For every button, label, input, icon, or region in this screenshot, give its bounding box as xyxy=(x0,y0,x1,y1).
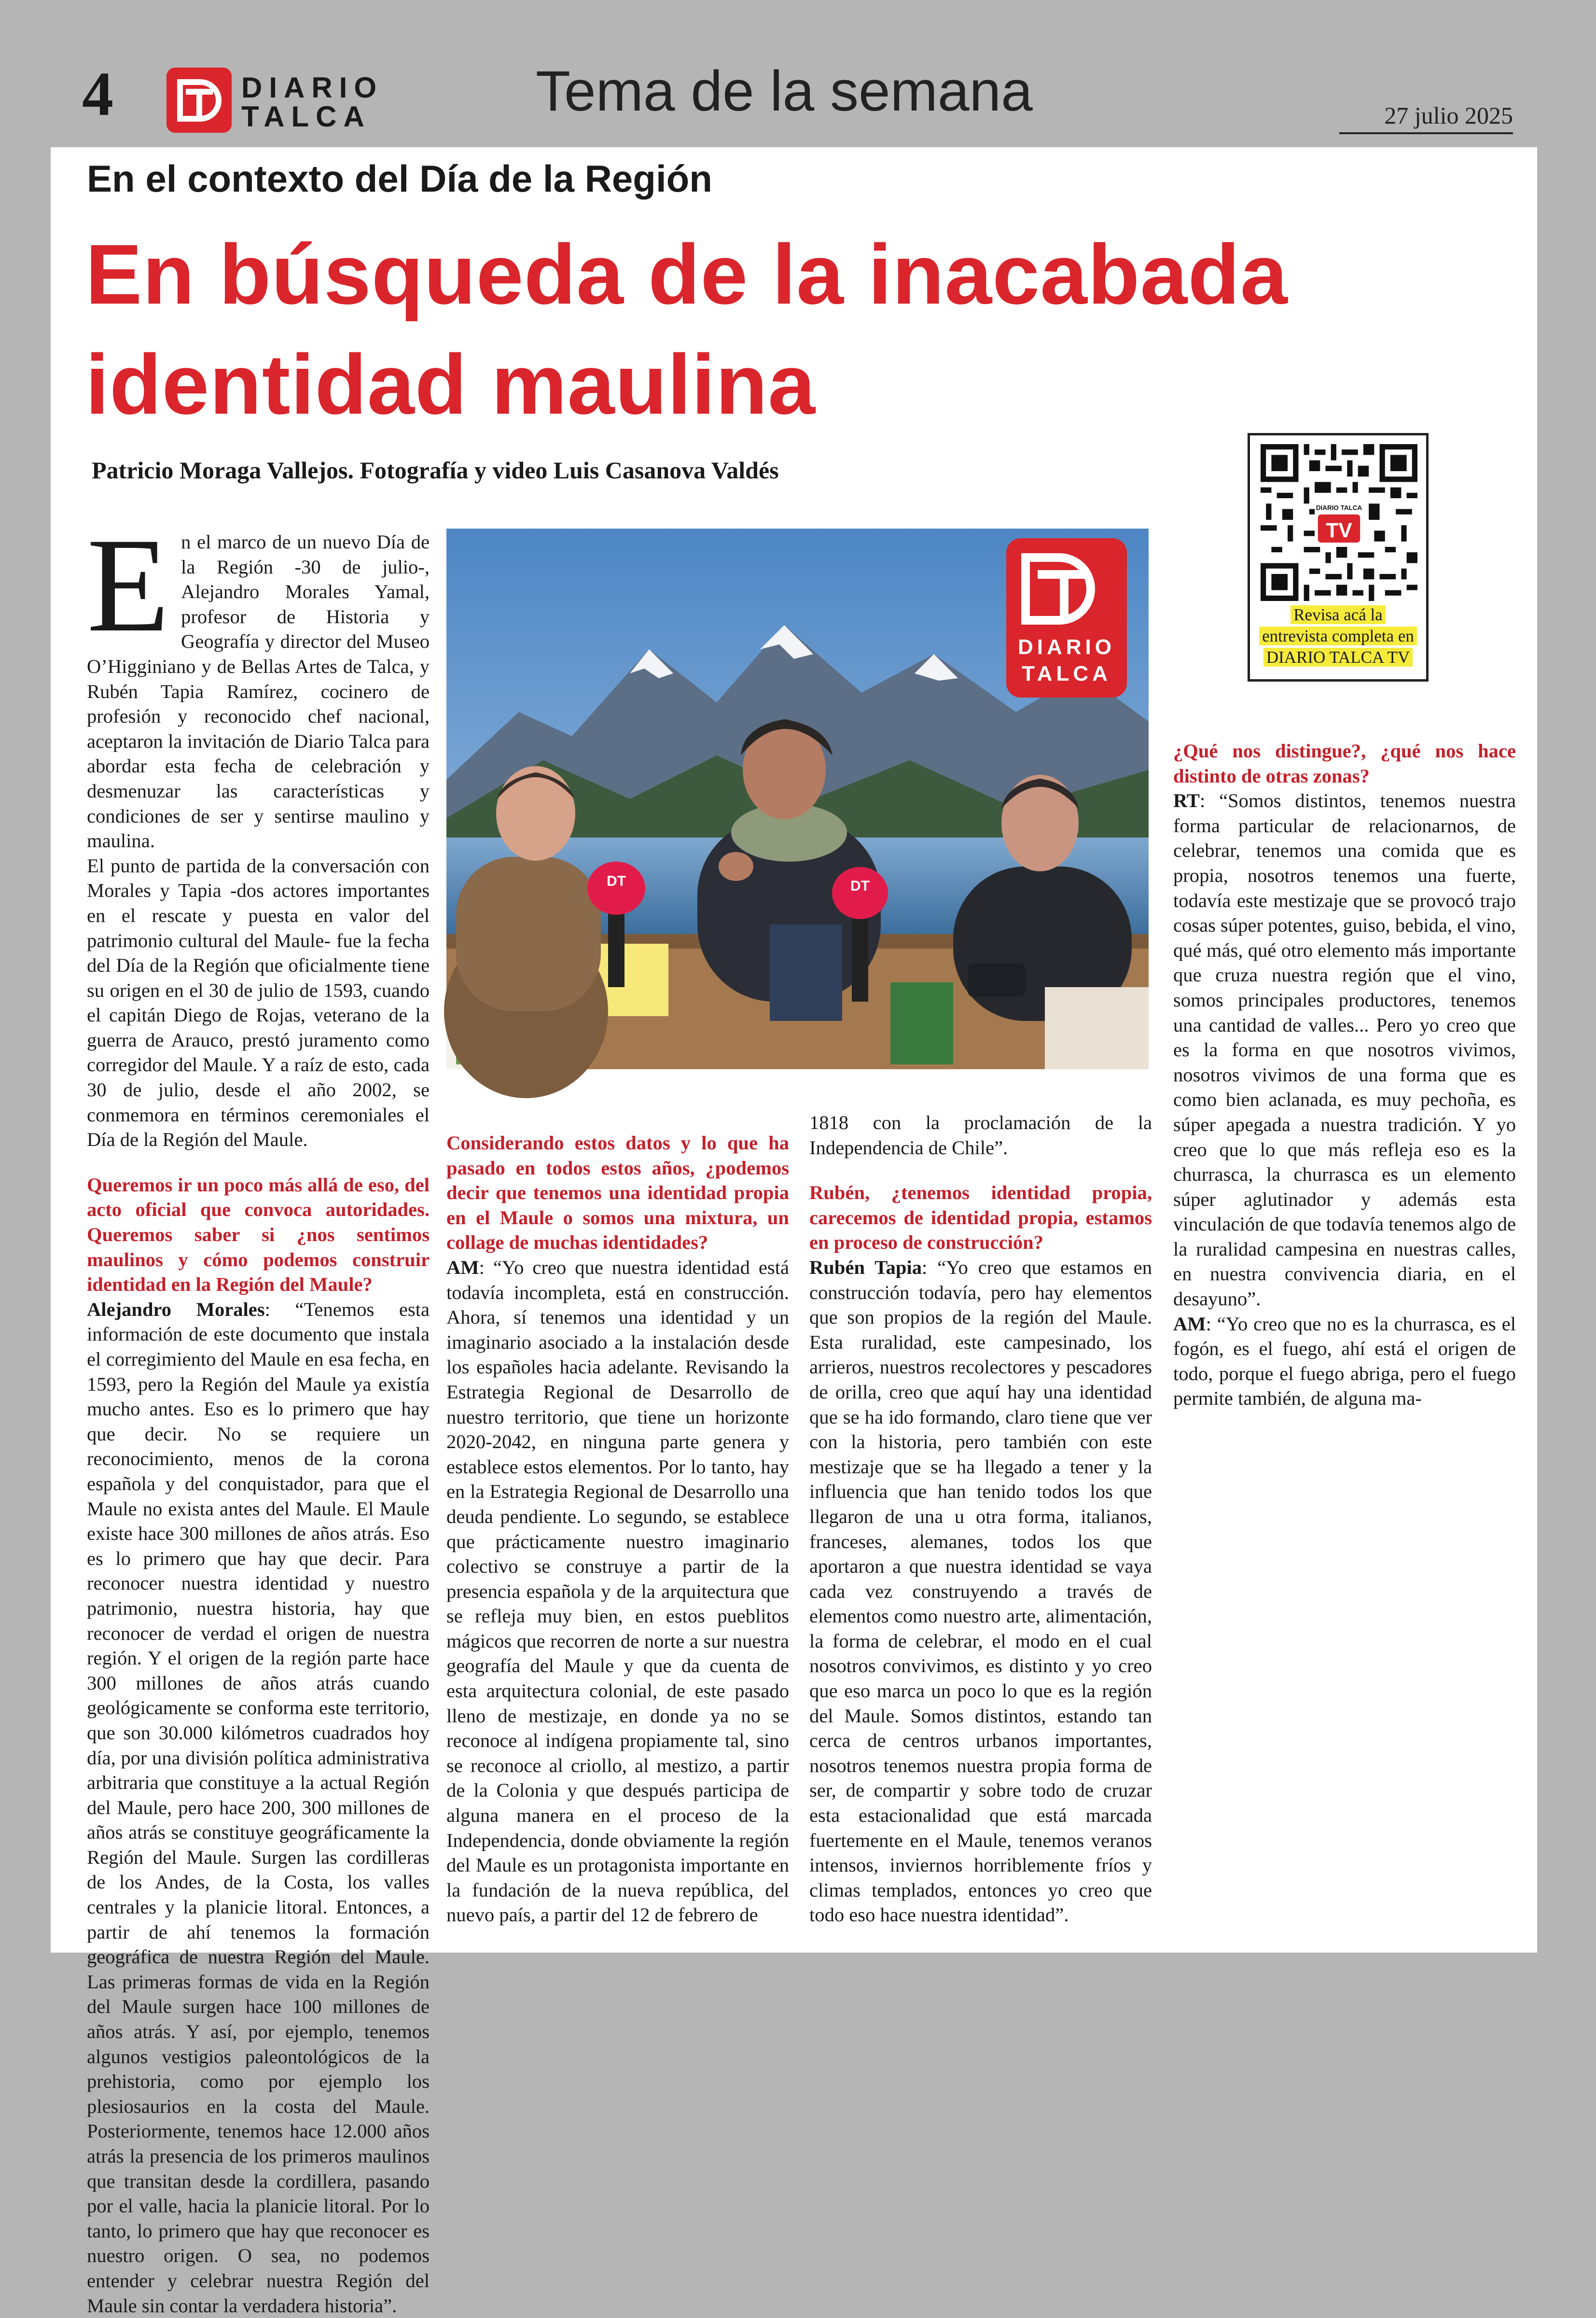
question-2-text: Considerando estos datos y lo que ha pasado en todos estos años, ¿podemos decir que tenemos una identidad propia en el Maule o somos una mixtura, un collage de muchas identidades? xyxy=(446,1132,789,1254)
answer-2-text: : “Yo creo que nuestra identidad está todavía incompleta, está en construcción. Ahora, sí tenemos una identidad y un imaginario asociado a la instalación desde los españoles hacia adelante. Revisando la Estrategia Regional de Desarrollo de nuestro territorio, que tiene un horizonte 2020-2042, en ninguna parte genera y establece estos elementos. Por lo tanto, hay en la Estrategia Regional de Desarrollo una deuda pendiente. Lo segundo, se establece que prácticamente nuestro imaginario colectivo se construye a partir de la presencia española y de la arquitectura que se refleja muy bien, en estos pueblitos mágicos que recorren de norte a sur nuestra geografía del Maule y que da cuenta de esta arquitectura colonial, de este pasado lleno de mestizaje, en donde ya no se reconoce al indígena propiamente tal, sino se reconoce al criollo, al mestizo, a partir de la Colonia y que después participa de alguna manera en el proceso de la Independencia, donde obviamente la región del Maule es un protagonista importante en la fundación de la nueva república, del nuevo país, a partir del 12 de febrero de xyxy=(446,1256,789,1926)
answer-3 xyxy=(809,1255,1152,1927)
lead-paragraph xyxy=(87,510,430,853)
question-1: Queremos ir un poco más allá de eso, del acto oficial que convoca autoridades. Queremos saber si ¿nos sentimos maulinos y cómo podemos construir identidad en la Región del Maule? xyxy=(87,1173,430,1296)
headline-line-2: identidad maulina xyxy=(85,337,816,432)
qr-badge-top: DIARIO TALCA xyxy=(1316,504,1362,512)
qr-promo-box[interactable] xyxy=(1248,433,1429,682)
answer-4 xyxy=(1173,788,1516,1311)
page-header xyxy=(0,0,1596,145)
section-title: Tema de la semana xyxy=(536,59,1033,123)
column-4 xyxy=(1173,718,1516,1940)
question-2 xyxy=(446,1131,789,1255)
answer-2-speaker: AM xyxy=(446,1256,479,1278)
microphone-left-label: DT xyxy=(607,873,626,889)
qr-badge: TV xyxy=(1326,518,1352,542)
issue-date: 27 julio 2025 xyxy=(1339,101,1513,134)
answer-4-speaker: RT xyxy=(1173,790,1200,812)
photo-logo-line-2: TALCA xyxy=(1022,662,1111,685)
article-byline: Patricio Moraga Vallejos. Fotografía y video Luis Casanova Valdés xyxy=(92,457,779,484)
column-3 xyxy=(809,1110,1152,1941)
paragraph-2: El punto de partida de la conversación con Morales y Tapia -dos actores importantes en el rescate y puesta en valor del patrimonio cultural del Maule- fue la fecha del Día de la Región que oficialmente tiene su origen en el 30 de julio de 1593, cuando el capitán Diego de Rojas, veterano de la guerra de Arauco, prestó juramento como corregidor del Maule. Y a raíz de esto, cada 30 de julio, desde el año 2002, se conmemora en términos ceremoniales el Día de la Región del Maule. xyxy=(87,854,430,1151)
article-kicker: En el contexto del Día de la Región xyxy=(87,157,712,200)
diario-talca-logo-icon xyxy=(167,68,232,133)
answer-1-speaker: Alejandro Morales xyxy=(87,1298,265,1320)
page-number: 4 xyxy=(82,59,113,129)
question-4-text-cont: ¿Qué nos distingue?, ¿qué nos hace distinto de otras zonas? xyxy=(1173,740,1516,787)
interview-photo xyxy=(446,529,1149,1069)
answer-5 xyxy=(1173,1312,1516,1411)
logo-line-1: DIARIO xyxy=(241,71,383,104)
headline-line-1: En búsqueda de la inacabada xyxy=(85,227,1288,322)
question-3-text: Rubén, ¿tenemos identidad propia, carecemos de identidad propia, estamos en proceso de construcción? xyxy=(809,1182,1152,1254)
answer-2-cont xyxy=(809,1110,1152,1160)
microphone-right-label: DT xyxy=(850,878,870,894)
answer-2-text-cont: 1818 con la proclamación de la Independencia de Chile”. xyxy=(809,1112,1152,1159)
answer-4-text: : “Somos distintos, tenemos nuestra forma particular de relacionarnos, de celebrar, tenemos una comida que es propia, nosotros tenemos una fuerte, todavía este mestizaje que se provocó trajo cosas súper potentes, guiso, bebida, el vino, qué más, qué otro elemento más importante que cruza nuestra región que el vino, somos principales productores, tenemos una cantidad de valles... Pero yo creo que es la forma en que nosotros vivimos, nosotros vivimos de una forma que es como bien aclanada, es muy pechoña, es súper apegada a nuestra tradición. Y yo creo que lo que más refleja eso es la churrasca, la churrasca es un elemento súper aglutinador y además esta vinculación de que todavía tenemos algo de la ruralidad campesina en nuestras calles, en nuestra convivencia diaria, en el desayuno”. xyxy=(1173,790,1516,1310)
article-sheet xyxy=(51,147,1537,2317)
photo-logo-line-1: DIARIO xyxy=(1018,635,1115,659)
logo-wordmark xyxy=(241,73,383,131)
answer-3-text: : “Yo creo que estamos en construcción todavía, pero hay elementos que son propios de la región del Maule. Esta ruralidad, este campesinado, los arrieros, nuestros recolectores y pescadores de orilla, creo que aquí hay una identidad que se ha ido formando, claro tiene que ver con la historia, pero también con este mestizaje que se ha llegado a tener y la influencia que han tenido todos los que llegaron de una u otra forma, italianos, franceses, alemanes, todos los que aportaron a que nuestra identidad se vaya cada vez construyendo a través de elementos como nuestro arte, alimentación, la forma de celebrar, el modo en el cual nosotros convivimos, es distinto y yo creo que eso marca un poco lo que es la región del Maule. Somos distintos, estando tan cerca de centros urbanos importantes, nosotros tenemos nuestra propia forma de ser, de compartir y sobre todo de cruzar esta estacionalidad que está marcada fuertemente en el Maule, tenemos veranos intensos, inviernos horriblemente fríos y climas templados, entonces yo creo que todo eso hace nuestra identidad”. xyxy=(809,1256,1152,1926)
qr-caption-line-1: Revisa acá la xyxy=(1291,605,1386,624)
answer-1 xyxy=(87,1297,430,2318)
answer-5-speaker: AM xyxy=(1173,1313,1206,1335)
answer-3-speaker: Rubén Tapia xyxy=(809,1256,922,1278)
lead-text: n el marco de un nuevo Día de la Región -30 de julio-, Alejandro Morales Yamal, profesor de Historia y Geografía y director del Museo O’Higginiano y de Bellas Artes de Talca, y Rubén Tapia Ramírez, cocinero de profesión y reconocido chef nacional, aceptaron la invitación de Diario Talca para abordar esta fecha de celebración y desmenuzar las características y condiciones de ser y sentirse maulino y maulina. xyxy=(87,531,430,852)
logo-line-2: TALCA xyxy=(241,100,371,133)
answer-2 xyxy=(446,1255,789,1927)
dropcap: E xyxy=(87,510,170,660)
answer-1-text: : “Tenemos esta información de este documento que instala el corregimiento del Maule en esa fecha, en 1593, pero la Región del Maule ya existía mucho antes. Eso es lo primero que hay que decir. No se requiere un reconocimiento, menos de la corona española y del conquistador, para que el Maule no exista antes del Maule. El Maule existe hace 300 millones de años atrás. Eso es lo primero que hay que decir. Para reconocer nuestra identidad y nuestro patrimonio, nuestra historia, hay que reconocer de verdad el origen de nuestra región. Y el origen de la región parte hace 300 millones de años atrás cuando geológicamente se conforma este territorio, que son 30.000 kilómetros cuadrados hoy día, por una división política administrativa arbitraria que constituye a la actual Región del Maule, pero hace 200, 300 millones de años atrás se constituye geográficamente la Región del Maule. Surgen las cordilleras de los Andes, de la Costa, los valles centrales y la planicie litoral. Entonces, a partir de ahí tenemos la formación geográfica de nuestra Región del Maule. Las primeras formas de vida en la Región del Maule surgen hace 100 millones de años atrás. Y así, por ejemplo, tenemos algunos vestigios paleontológicos de la prehistoria, como por ejemplo los plesiosaurios en la costa del Maule. Posteriormente, tenemos hace 12.000 años atrás la presencia de los primeros maulinos que transitan desde la cordillera, pasando por el valle, hacia la planicie litoral. Por lo tanto, lo primero que hay que reconocer es nuestro origen. O sea, no podemos entender y celebrar nuestra Región del Maule sin contar la verdadera historia”. xyxy=(87,1298,430,2317)
qr-caption-line-3: DIARIO TALCA TV xyxy=(1263,648,1413,667)
qr-caption-line-2: entrevista completa en xyxy=(1259,627,1417,645)
column-2 xyxy=(446,1110,789,1941)
answer-5-text: : “Yo creo que no es la churrasca, es el fogón, es el fuego, ahí está el origen de todo, porque el fuego abriga, pero el fuego permite también, de alguna ma- xyxy=(1173,1313,1516,1410)
qr-code-icon[interactable] xyxy=(1261,444,1417,601)
column-1 xyxy=(87,510,430,2317)
qr-caption xyxy=(1255,604,1421,668)
question-4-cont xyxy=(1173,739,1516,788)
question-3 xyxy=(809,1180,1152,1255)
article-headline xyxy=(85,220,1533,440)
